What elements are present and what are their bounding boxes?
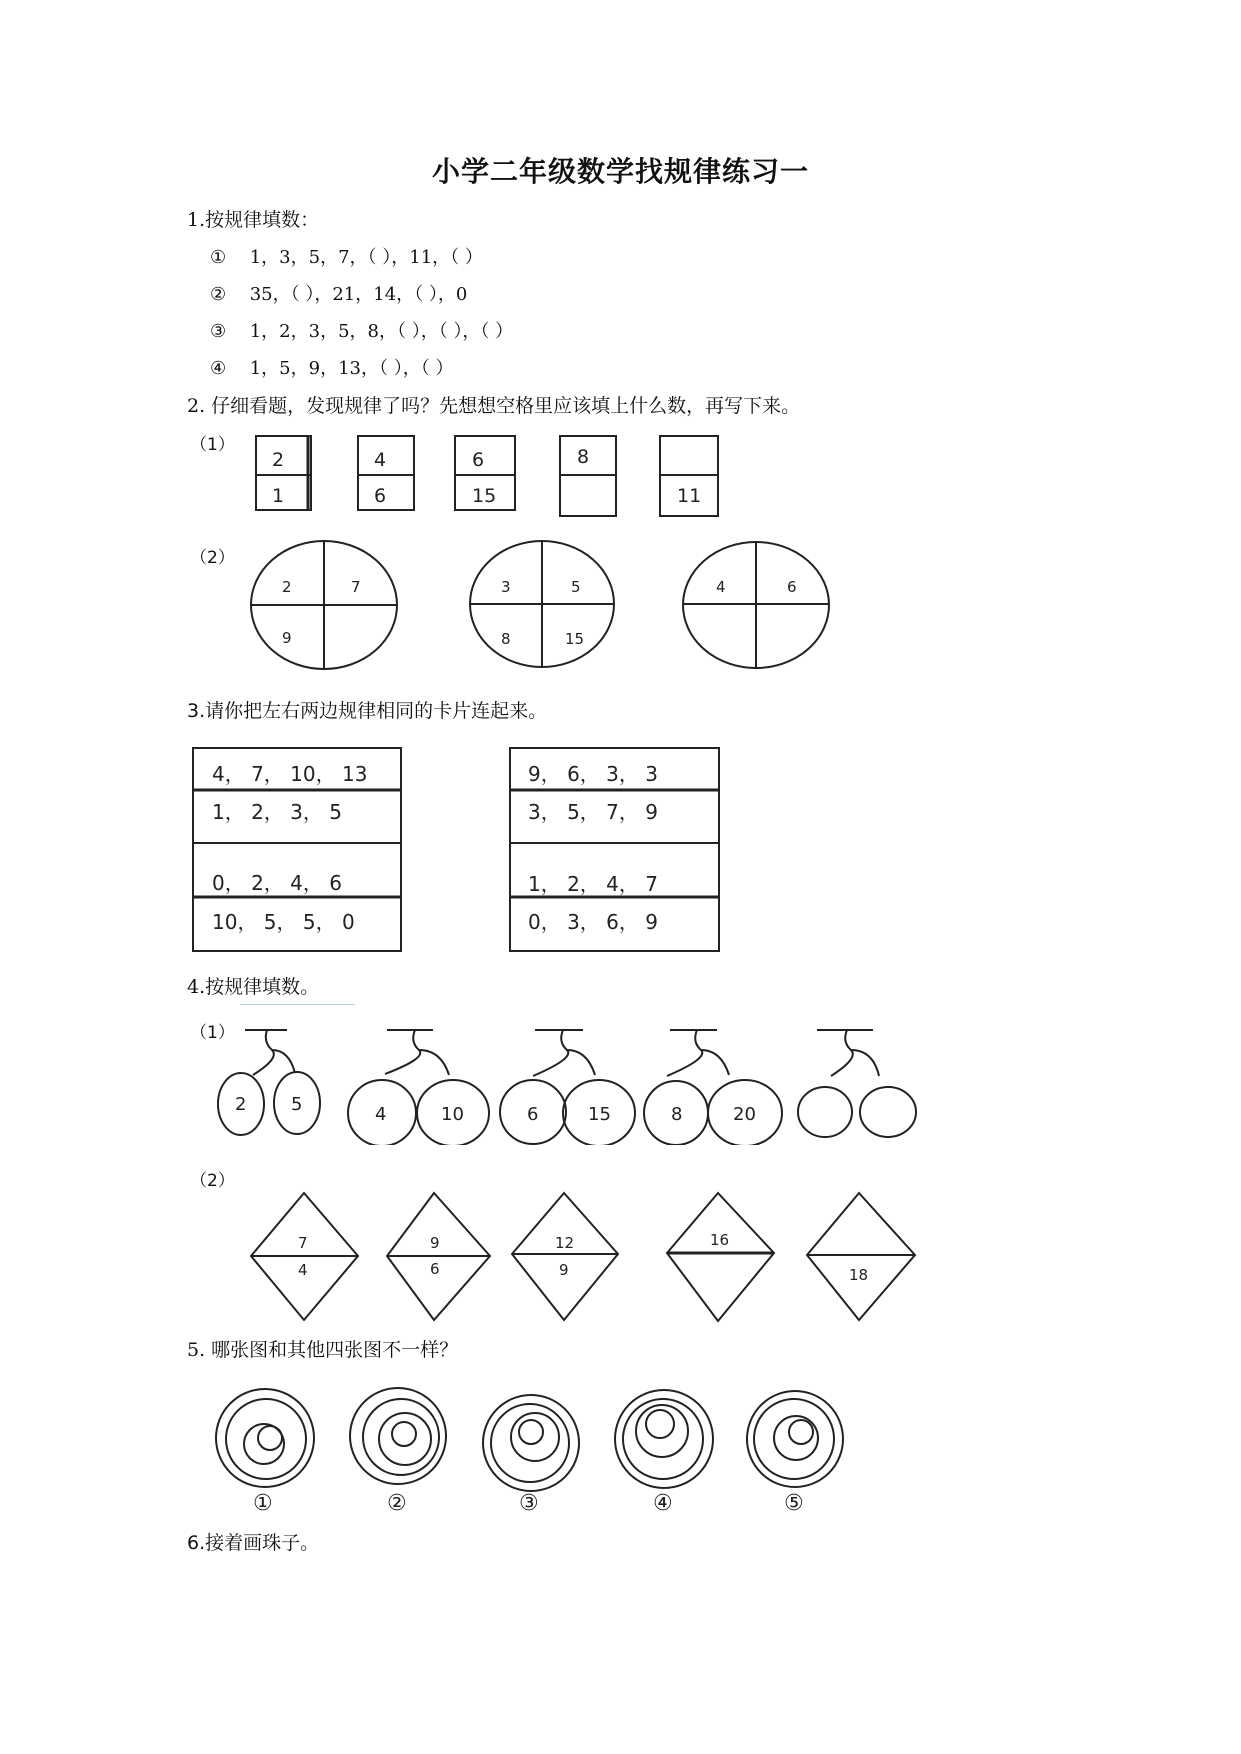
q2-part2-label: （2） <box>190 548 235 568</box>
oval-1-tl: 2 <box>282 578 292 596</box>
left-card-1: 4， 7， 10， 13 <box>212 762 368 786</box>
box-3-bottom: 15 <box>472 485 497 507</box>
oval-1-bl: 9 <box>282 629 292 647</box>
box-2-top: 4 <box>374 449 387 471</box>
oval-3-tr: 6 <box>787 578 797 596</box>
left-card-2: 1， 2， 3， 5 <box>212 800 342 824</box>
q1-row-3-mark: ③ <box>210 321 227 342</box>
page-title: 小学二年级数学找规律练习一 <box>431 155 809 188</box>
circle-figure-3 <box>483 1395 579 1491</box>
oval-3-tl: 4 <box>716 578 726 596</box>
circle-label-2: ② <box>387 1491 407 1515</box>
diamond-3-top: 12 <box>555 1234 575 1252</box>
q1-row-4 <box>210 354 453 380</box>
q1-row-1-text: 1，3，5，7，（ ），11，（ ） <box>249 247 483 268</box>
q1-row-4-text: 1，5，9，13，（ ），（ ） <box>249 358 454 379</box>
box-1-top: 2 <box>272 449 285 471</box>
circle-figure-1 <box>216 1389 314 1487</box>
cherry-5 <box>798 1030 916 1137</box>
q1-row-1-mark: ① <box>210 247 227 268</box>
q6-heading: 6.接着画珠子。 <box>187 1532 320 1554</box>
number-box-1 <box>256 436 311 510</box>
diamond-5 <box>807 1193 915 1320</box>
oval-2 <box>470 541 614 667</box>
number-box-4 <box>560 436 616 516</box>
oval-2-tl: 3 <box>501 578 511 596</box>
oval-1 <box>251 541 397 669</box>
box-2-bottom: 6 <box>374 485 387 507</box>
q4-part1-label: （1） <box>190 1023 235 1043</box>
number-box-2 <box>358 436 414 510</box>
oval-2-tr: 5 <box>571 578 581 596</box>
right-card-group <box>510 748 719 951</box>
oval-1-tr: 7 <box>351 578 361 596</box>
cherry-2 <box>348 1030 489 1145</box>
box-1-bottom: 1 <box>272 485 285 507</box>
diamond-1-top: 7 <box>298 1234 308 1252</box>
cherry-3 <box>500 1030 635 1145</box>
q1-row-2 <box>210 280 467 306</box>
circle-label-4: ④ <box>653 1491 673 1515</box>
q1-row-2-text: 35，（ ），21，14，（ ），0 <box>249 284 468 305</box>
circle-label-3: ③ <box>519 1491 539 1515</box>
q1-row-2-mark: ② <box>210 284 227 305</box>
box-4-top: 8 <box>577 446 590 468</box>
number-box-3 <box>455 436 515 510</box>
circle-figure-4 <box>615 1390 713 1488</box>
right-card-3: 1， 2， 4， 7 <box>528 872 658 896</box>
circle-label-5: ⑤ <box>784 1491 804 1515</box>
oval-2-bl: 8 <box>501 630 511 648</box>
cherry-1 <box>218 1030 320 1135</box>
q1-row-3 <box>210 317 513 343</box>
q5-circle-figures <box>215 1385 875 1515</box>
diamond-2-top: 9 <box>430 1234 440 1252</box>
cherry-2-b: 10 <box>441 1104 464 1125</box>
circle-label-1: ① <box>253 1491 273 1515</box>
diamond-4-top: 16 <box>710 1231 730 1249</box>
q4-heading: 4.按规律填数。 <box>187 976 320 998</box>
q1-row-1 <box>210 243 483 269</box>
right-card-1: 9， 6， 3， 3 <box>528 762 658 786</box>
left-card-group <box>193 748 401 951</box>
circle-figure-2 <box>350 1388 446 1484</box>
diamond-3 <box>512 1193 618 1320</box>
q2-ovals <box>245 540 845 680</box>
cherry-3-a: 6 <box>527 1104 539 1125</box>
q1-row-3-text: 1，2，3，5，8，（ ），（ ），（ ） <box>249 321 514 342</box>
right-card-2: 3， 5， 7， 9 <box>528 800 658 824</box>
box-3-top: 6 <box>472 449 485 471</box>
diamond-5-bottom: 18 <box>849 1266 869 1284</box>
left-card-4: 10， 5， 5， 0 <box>212 910 355 934</box>
q2-heading: 2. 仔细看题，发现规律了吗？先想想空格里应该填上什么数，再写下来。 <box>187 395 801 417</box>
q1-row-4-mark: ④ <box>210 358 227 379</box>
q1-heading: 1.按规律填数： <box>187 209 320 231</box>
number-box-5 <box>660 436 718 516</box>
right-card-4: 0， 3， 6， 9 <box>528 910 658 934</box>
divider-line <box>240 1004 355 1005</box>
q4-part2-label: （2） <box>190 1171 235 1191</box>
diamond-2 <box>387 1193 490 1320</box>
q2-part1-label: （1） <box>190 435 235 455</box>
q4-diamonds <box>245 1190 945 1330</box>
cherry-1-a: 2 <box>235 1094 247 1115</box>
cherry-4 <box>644 1030 782 1145</box>
oval-2-br: 15 <box>565 630 585 648</box>
left-card-3: 0， 2， 4， 6 <box>212 871 342 895</box>
q5-heading: 5. 哪张图和其他四张图不一样？ <box>187 1339 459 1361</box>
q2-number-boxes <box>250 430 730 525</box>
q4-cherries <box>205 1020 945 1145</box>
diamond-3-bottom: 9 <box>559 1261 569 1279</box>
cherry-4-a: 8 <box>671 1104 683 1125</box>
diamond-4 <box>667 1193 774 1321</box>
diamond-1-bottom: 4 <box>298 1261 308 1279</box>
box-5-bottom: 11 <box>677 485 702 507</box>
diamond-1 <box>251 1193 358 1320</box>
cherry-3-b: 15 <box>588 1104 611 1125</box>
q3-heading: 3.请你把左右两边规律相同的卡片连起来。 <box>187 700 548 722</box>
oval-3 <box>683 542 829 668</box>
cherry-2-a: 4 <box>375 1104 387 1125</box>
diamond-2-bottom: 6 <box>430 1260 440 1278</box>
cherry-4-b: 20 <box>733 1104 756 1125</box>
cherry-1-b: 5 <box>291 1094 303 1115</box>
circle-figure-5 <box>747 1391 843 1487</box>
q3-cards <box>190 745 730 955</box>
